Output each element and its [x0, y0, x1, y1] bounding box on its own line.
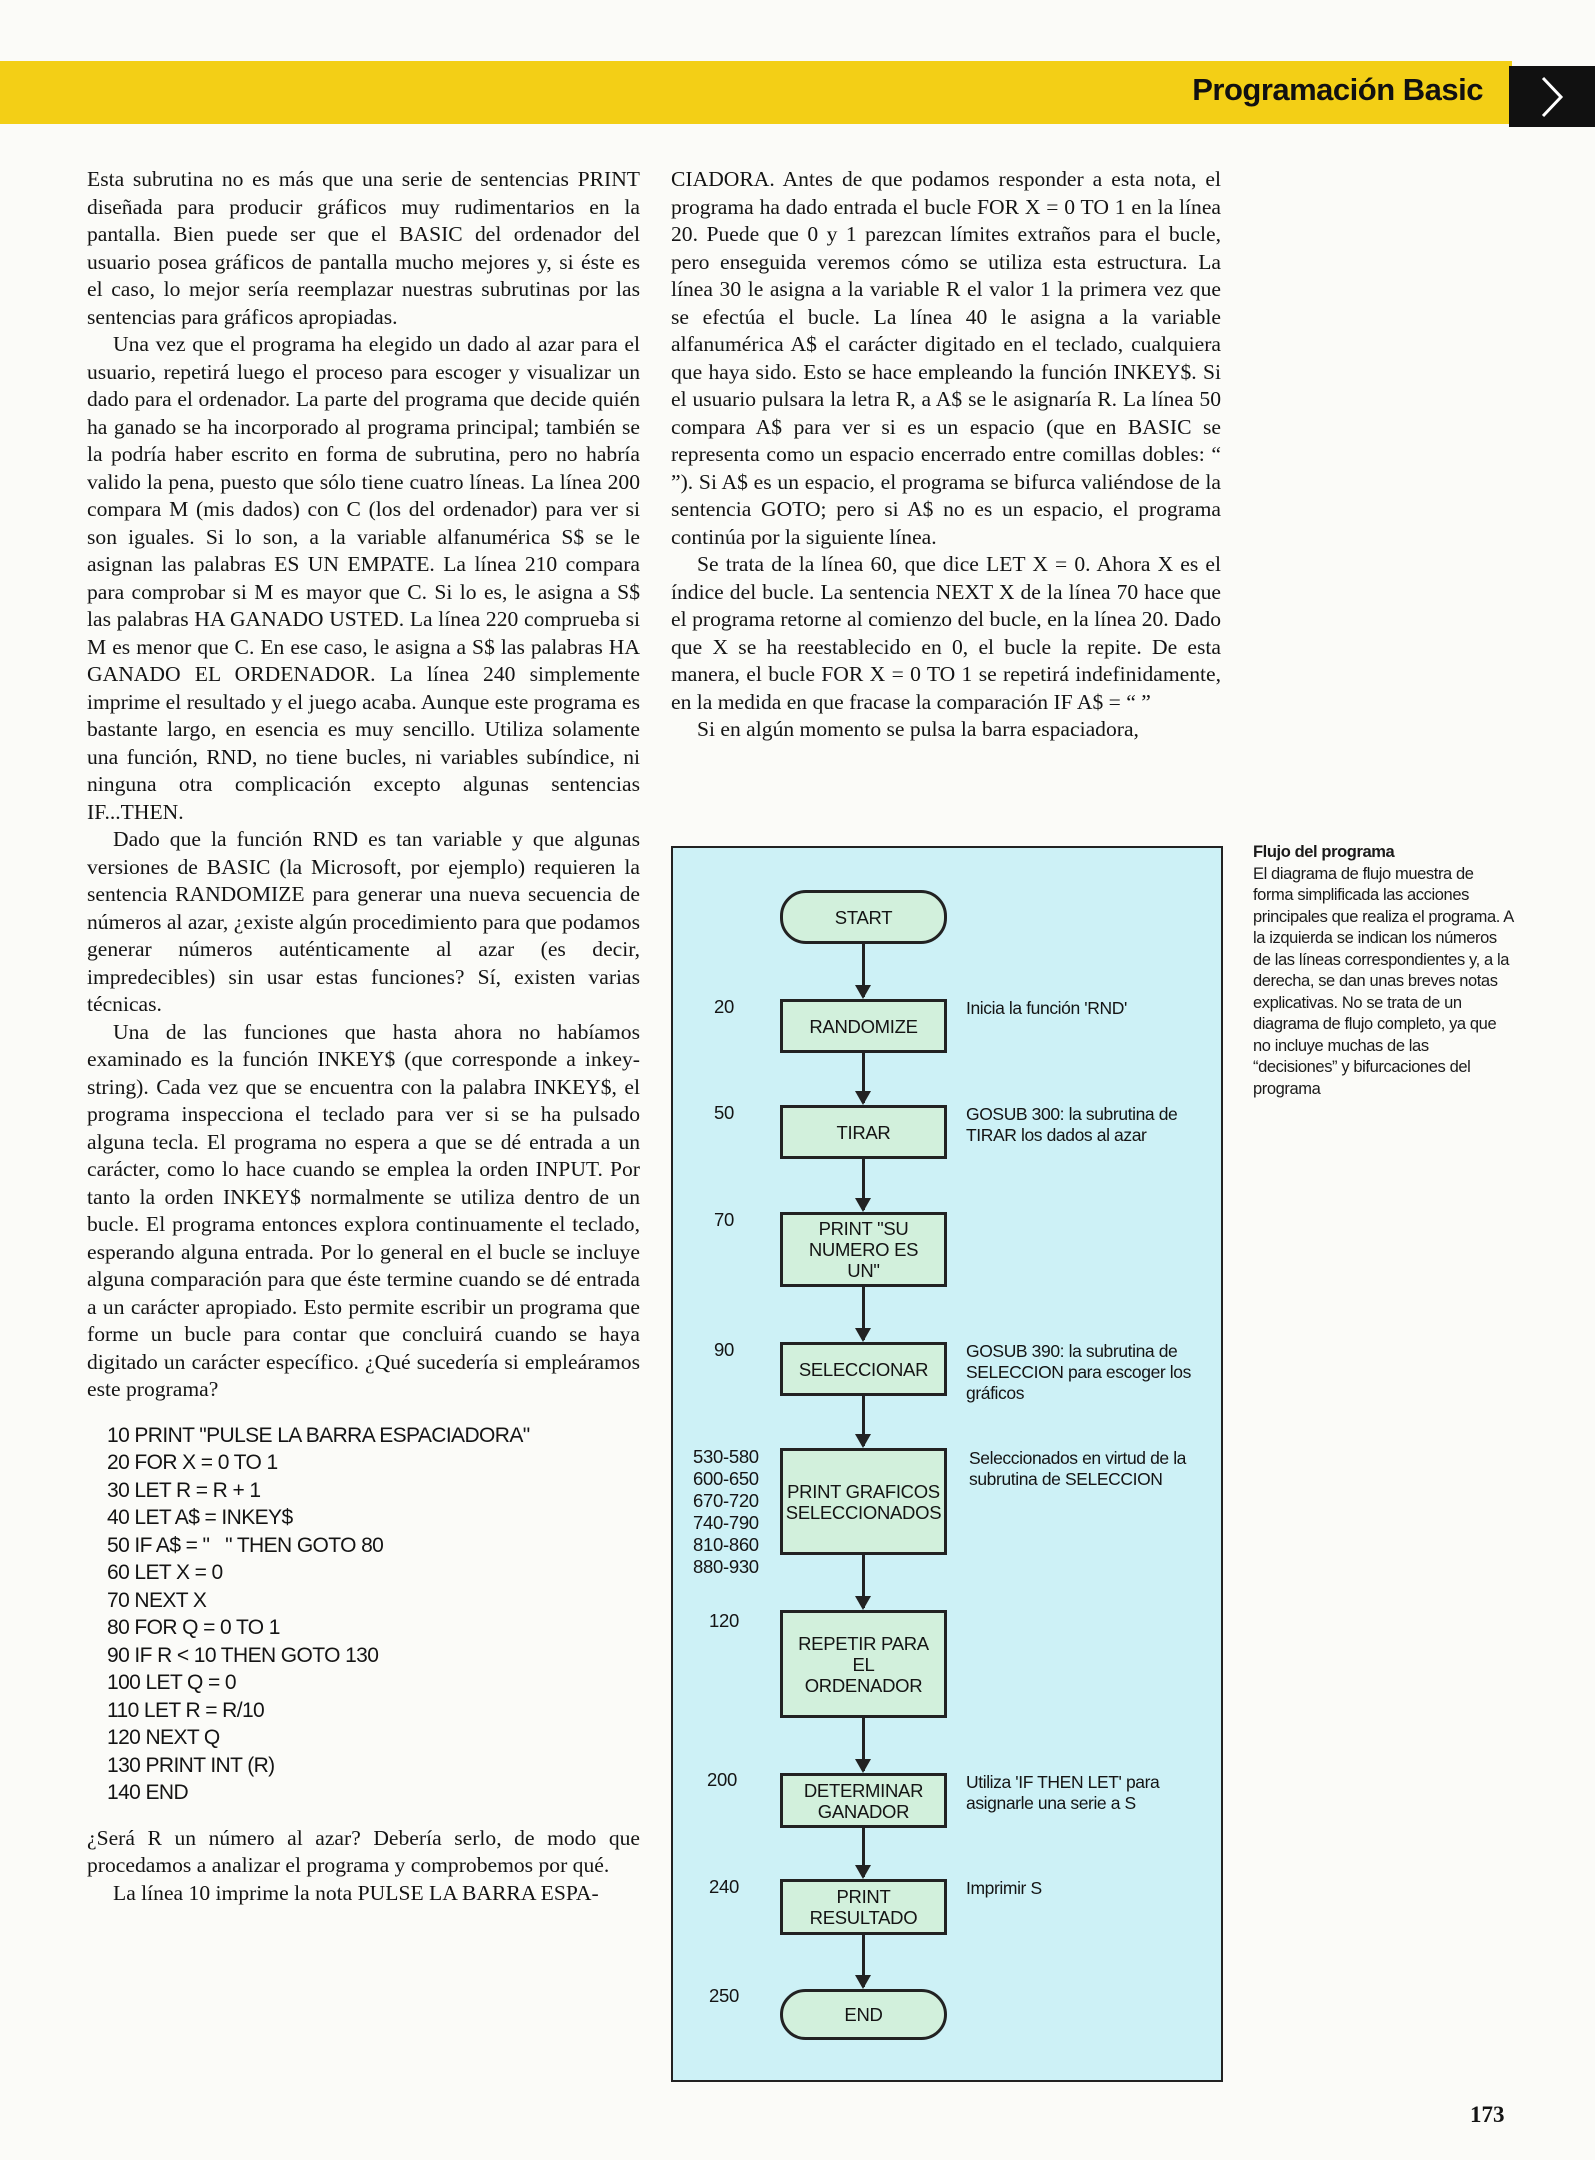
code-line: 60 LET X = 0 [107, 1561, 223, 1584]
paragraph: Se trata de la línea 60, que dice LET X = 0. Ahora X es el índice del bucle. La sentencia NEXT X de la línea 70 hace que el programa retorne al comienzo del bucle, en la línea 20. Dado que X se ha reestablecido en 0, el bucle la repite. De esta manera, el bucle FOR X = 0 TO 1 se repetirá indefinidamente, en la medida en que fracase la comparación IF A$ = “ ” [671, 552, 1221, 714]
line-number: 20 [714, 996, 734, 1017]
page-number: 173 [1470, 2102, 1505, 2127]
line-number: 200 [707, 1769, 737, 1790]
flow-note: Utiliza 'IF THEN LET' para asignarle una serie a S [966, 1772, 1160, 1813]
code-line: 120 NEXT Q [107, 1726, 220, 1749]
flow-node-print-numero: PRINT "SU NUMERO ES UN" [780, 1212, 947, 1287]
flow-arrow [862, 1718, 865, 1771]
section-title: Programación Basic [1192, 72, 1483, 107]
line-number: 120 [709, 1610, 739, 1631]
right-column [671, 166, 1221, 744]
code-line: 70 NEXT X [107, 1588, 207, 1612]
flow-arrow [862, 1828, 865, 1877]
figure-caption [1253, 842, 1513, 1100]
flow-node-repetir: REPETIR PARA EL ORDENADOR [780, 1610, 947, 1718]
code-line: 10 PRINT "PULSE LA BARRA ESPACIADORA" [107, 1423, 530, 1447]
paragraph: Una vez que el programa ha elegido un dado al azar para el usuario, repetirá luego el proceso para escoger y visualizar un dado para el ordenador. La parte del programa que decide quién ha ganado se ha incorporado al programa principal; también se la podría haber escrito en forma de subrutina, pero no habría valido la pena, puesto que sólo tiene cuatro líneas. La línea 200 compara M (mis dados) con C (los del ordenador) para ver si son iguales. Si lo son, a la variable alfanumérica S$ se le asignan las palabras ES UN EMPATE. La línea 210 compara para comprobar si M es mayor que C. Si lo es, le asigna a S$ las palabras HA GANADO USTED. La línea 220 comprueba si M es menor que C. En ese caso, le asigna a S$ las palabras HA GANADO EL ORDENADOR. La línea 240 simplemente imprime el resultado y el juego acaba. Aunque este programa es bastante largo, en esencia es muy sencillo. Utiliza solamente una función, RND, no tiene bucles, ni variables subíndice, ni ninguna otra complicación excepto algunas sentencias IF...THEN. [87, 332, 640, 824]
code-line: 50 IF A$ = " " THEN GOTO 80 [107, 1533, 384, 1557]
code-listing [107, 1422, 640, 1807]
line-number-ranges: 530-580 600-650 670-720 740-790 810-860 880-930 [693, 1446, 759, 1577]
flow-node-start: START [780, 890, 947, 944]
left-column [87, 166, 640, 1907]
line-number: 90 [714, 1339, 734, 1360]
paragraph: La línea 10 imprime la nota PULSE LA BARRA ESPA- [113, 1880, 599, 1905]
flow-arrow [862, 944, 865, 997]
paragraph: ¿Será R un número al azar? Debería serlo, de modo que procedamos a analizar el programa y comprobemos por qué. [87, 1825, 640, 1877]
chevron-right-icon [1539, 76, 1565, 118]
flow-arrow [862, 1159, 865, 1210]
paragraph: Si en algún momento se pulsa la barra espaciadora, [697, 717, 1139, 741]
paragraph: CIADORA. Antes de que podamos responder a esta nota, el programa ha dado entrada el bucle FOR X = 0 TO 1 en la línea 20. Puede que 0 y 1 parezcan límites extraños para el bucle, pero enseguida veremos cómo se utiliza esta estructura. La línea 30 le asigna a la variable R el valor 1 la primera vez que se efectúa el bucle. La línea 40 le asigna a la variable alfanumérica A$ el carácter digitado en el teclado, cualquiera que haya sido. Esto se hace empleando la función INKEY$. Si el usuario pulsara la letra R, a A$ se le asignaría R. La línea 50 compara A$ para ver si es un espacio (que en BASIC se representa como un espacio encerrado entre comillas dobles: “ ”). Si A$ es un espacio, el programa se bifurca valiéndose de la sentencia GOTO; pero si A$ no es un espacio, el programa continúa por la siguiente línea. [671, 167, 1221, 549]
code-line: 40 LET A$ = INKEY$ [107, 1506, 293, 1529]
flow-note: Inicia la función 'RND' [966, 998, 1127, 1018]
code-line: 130 PRINT INT (R) [107, 1753, 275, 1777]
code-line: 140 END [107, 1781, 189, 1804]
flow-note: Imprimir S [966, 1878, 1042, 1898]
flowchart [671, 846, 1223, 2082]
caption-body: El diagrama de flujo muestra de forma simplificada las acciones principales que realiza el programa. A la izquierda se indican los números de las líneas correspondientes y, a la derecha, se dan unas breves notas explicativas. No se trata de un diagrama de flujo completo, ya que no incluye muchas de las “decisiones” y bifurcaciones del programa [1253, 864, 1513, 1098]
code-line: 110 LET R = R/10 [107, 1698, 265, 1722]
next-page-tab[interactable] [1509, 66, 1595, 127]
line-number: 50 [714, 1102, 734, 1123]
flow-node-determinar: DETERMINAR GANADOR [780, 1773, 947, 1828]
flow-arrow [862, 1053, 865, 1103]
line-number: 250 [709, 1985, 739, 2006]
flow-node-randomize: RANDOMIZE [780, 999, 947, 1053]
paragraph: Una de las funciones que hasta ahora no habíamos examinado es la función INKEY$ (que corresponde a inkey-string). Cada vez que se encuentra con la palabra INKEY$, el programa inspecciona el teclado para ver si se ha pulsado alguna tecla. El programa no espera a que se dé entrada a un carácter, como lo hace cuando se emplea la orden INPUT. Por tanto la orden INKEY$ normalmente se utiliza dentro de un bucle. El programa entonces explora continuamente el teclado, esperando alguna entrada. Por lo general en el bucle se incluye alguna comparación para que éste termine cuando se dé entrada a un carácter apropiado. Esto permite escribir un programa que forme un bucle para contar que concluirá cuando se haya digitado un carácter específico. ¿Qué sucedería si empleáramos este programa? [87, 1019, 640, 1401]
flow-note: GOSUB 390: la subrutina de SELECCION para escoger los gráficos [966, 1341, 1191, 1403]
flow-note: Seleccionados en virtud de la subrutina de SELECCION [969, 1448, 1187, 1489]
flow-node-end: END [780, 1989, 947, 2040]
flow-arrow [862, 1935, 865, 1987]
flow-node-print-resultado: PRINT RESULTADO [780, 1879, 947, 1935]
code-line: 90 IF R < 10 THEN GOTO 130 [107, 1643, 379, 1667]
flow-node-print-graficos: PRINT GRAFICOS SELECCIONADOS [780, 1448, 947, 1555]
line-number: 70 [714, 1209, 734, 1230]
flow-node-tirar: TIRAR [780, 1105, 947, 1159]
flow-arrow [862, 1396, 865, 1446]
code-line: 30 LET R = R + 1 [107, 1478, 261, 1502]
caption-title: Flujo del programa [1253, 843, 1395, 861]
code-line: 100 LET Q = 0 [107, 1671, 236, 1694]
paragraph: Dado que la función RND es tan variable y que algunas versiones de BASIC (la Microsoft, por ejemplo) requieren la sentencia RANDOMIZE para generar una nueva secuencia de números al azar, ¿existe algún procedimiento para que podamos generar números auténticamente al azar (es decir, impredecibles) sin usar estas funciones? Sí, existen varias técnicas. [87, 827, 640, 1016]
flow-arrow [862, 1555, 865, 1608]
flow-note: GOSUB 300: la subrutina de TIRAR los dados al azar [966, 1104, 1178, 1145]
line-number: 240 [709, 1876, 739, 1897]
flow-node-seleccionar: SELECCIONAR [780, 1342, 947, 1396]
flow-arrow [862, 1287, 865, 1340]
code-line: 20 FOR X = 0 TO 1 [107, 1451, 278, 1474]
code-line: 80 FOR Q = 0 TO 1 [107, 1616, 280, 1639]
paragraph: Esta subrutina no es más que una serie de sentencias PRINT diseñada para producir gráficos muy rudimentarios en la pantalla. Bien puede ser que el BASIC del ordenador del usuario posea gráficos de pantalla mucho mejores y, si éste es el caso, lo mejor sería reemplazar nuestras subrutinas por las sentencias para gráficos apropiadas. [87, 167, 640, 329]
